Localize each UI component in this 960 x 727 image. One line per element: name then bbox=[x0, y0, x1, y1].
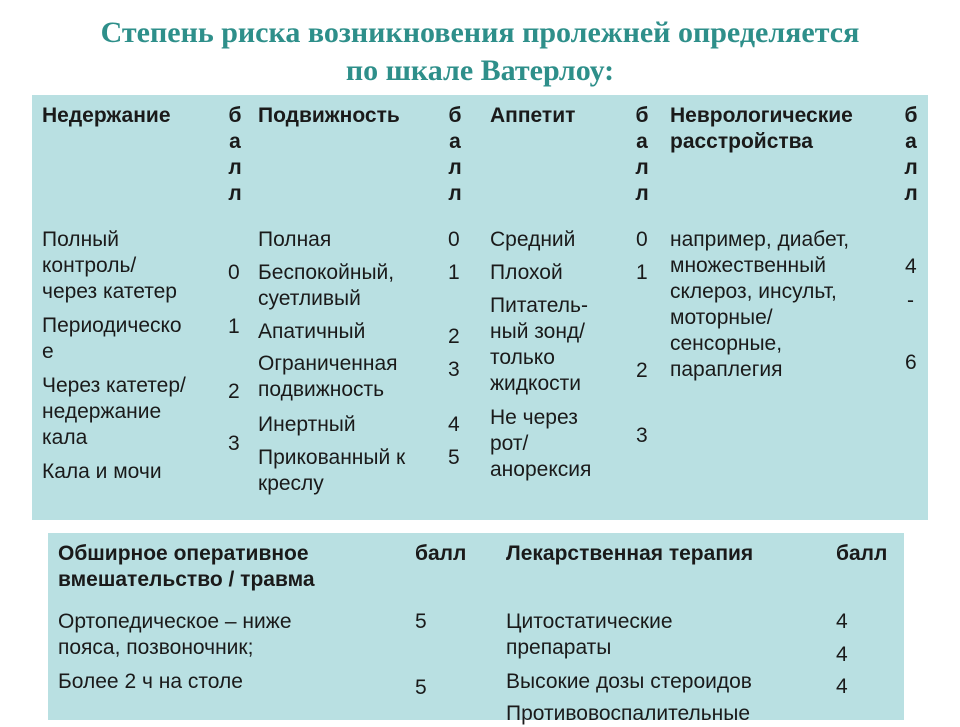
incontinence-score: 1 bbox=[228, 315, 240, 338]
mobility-score: 2 bbox=[448, 325, 460, 348]
appetite-item: Средний bbox=[490, 228, 576, 251]
medication-item: Цитостатические препараты bbox=[506, 610, 673, 659]
appetite-score: 1 bbox=[636, 261, 648, 284]
medication-score: 4 bbox=[836, 643, 848, 666]
page-title bbox=[0, 14, 960, 90]
header-mobility: Подвижность bbox=[258, 104, 400, 127]
mobility-item: Прикованный к креслу bbox=[258, 446, 406, 495]
medication-score: 4 bbox=[836, 610, 848, 633]
incontinence-item: Периодическо е bbox=[42, 314, 182, 363]
appetite-score: 3 bbox=[636, 424, 648, 447]
surgery-item: Более 2 ч на столе bbox=[58, 670, 243, 693]
incontinence-score: 0 bbox=[228, 261, 240, 284]
medication-item: Противовоспалительные bbox=[506, 702, 751, 725]
surgery-score: 5 bbox=[415, 676, 427, 699]
appetite-item: Не через рот/ анорексия bbox=[490, 406, 592, 481]
neurological-score-dash: - bbox=[907, 289, 914, 312]
header-incontinence: Недержание bbox=[42, 104, 171, 127]
mobility-score: 3 bbox=[448, 358, 460, 381]
title-line-2: по шкале Ватерлоу: bbox=[345, 54, 615, 87]
mobility-item: Полная bbox=[258, 228, 332, 251]
header-score-surgery: балл bbox=[415, 542, 467, 565]
mobility-item: Апатичный bbox=[258, 320, 366, 343]
header-medication: Лекарственная терапия bbox=[506, 542, 754, 565]
header-surgery: Обширное оперативное вмешательство / травма bbox=[58, 542, 315, 591]
medication-item: Высокие дозы стероидов bbox=[506, 670, 752, 693]
appetite-score: 2 bbox=[636, 359, 648, 382]
header-score-neurological: б а л л bbox=[904, 104, 918, 205]
surgery-medication-table bbox=[48, 533, 904, 725]
appetite-item: Плохой bbox=[490, 261, 563, 284]
mobility-item: Ограниченная подвижность bbox=[258, 352, 398, 401]
mobility-score: 4 bbox=[448, 413, 460, 436]
neurological-score: 6 bbox=[905, 351, 917, 374]
waterlow-scale-table bbox=[32, 95, 928, 520]
incontinence-score: 2 bbox=[228, 380, 240, 403]
header-neurological: Неврологические расстройства bbox=[670, 104, 853, 153]
mobility-score: 0 bbox=[448, 228, 460, 251]
appetite-score: 0 bbox=[636, 228, 648, 251]
neurological-item: например, диабет, множественный склероз, инсульт, моторные/ сенсорные, параплегия bbox=[670, 228, 850, 381]
header-score-medication: балл bbox=[836, 542, 888, 565]
mobility-score: 1 bbox=[448, 261, 460, 284]
incontinence-item: Через катетер/ недержание кала bbox=[42, 374, 186, 449]
appetite-item: Питатель- ный зонд/ только жидкости bbox=[490, 294, 588, 395]
header-score-mobility: б а л л bbox=[448, 104, 462, 205]
medication-score: 4 bbox=[836, 675, 848, 698]
incontinence-score: 3 bbox=[228, 432, 240, 455]
mobility-score: 5 bbox=[448, 446, 460, 469]
incontinence-item: Кала и мочи bbox=[42, 460, 162, 483]
title-line-1: Степень риска возникновения пролежней определяется bbox=[100, 16, 860, 49]
header-appetite: Аппетит bbox=[490, 104, 576, 127]
incontinence-item: Полный контроль/ через катетер bbox=[42, 228, 177, 303]
header-score-appetite: б а л л bbox=[635, 104, 649, 205]
mobility-item: Инертный bbox=[258, 413, 356, 436]
surgery-item: Ортопедическое – ниже пояса, позвоночник; bbox=[58, 610, 292, 659]
mobility-item: Беспокойный, суетливый bbox=[258, 261, 395, 310]
neurological-score: 4 bbox=[905, 255, 917, 278]
header-score-incontinence: б а л л bbox=[228, 104, 242, 205]
surgery-score: 5 bbox=[415, 610, 427, 633]
